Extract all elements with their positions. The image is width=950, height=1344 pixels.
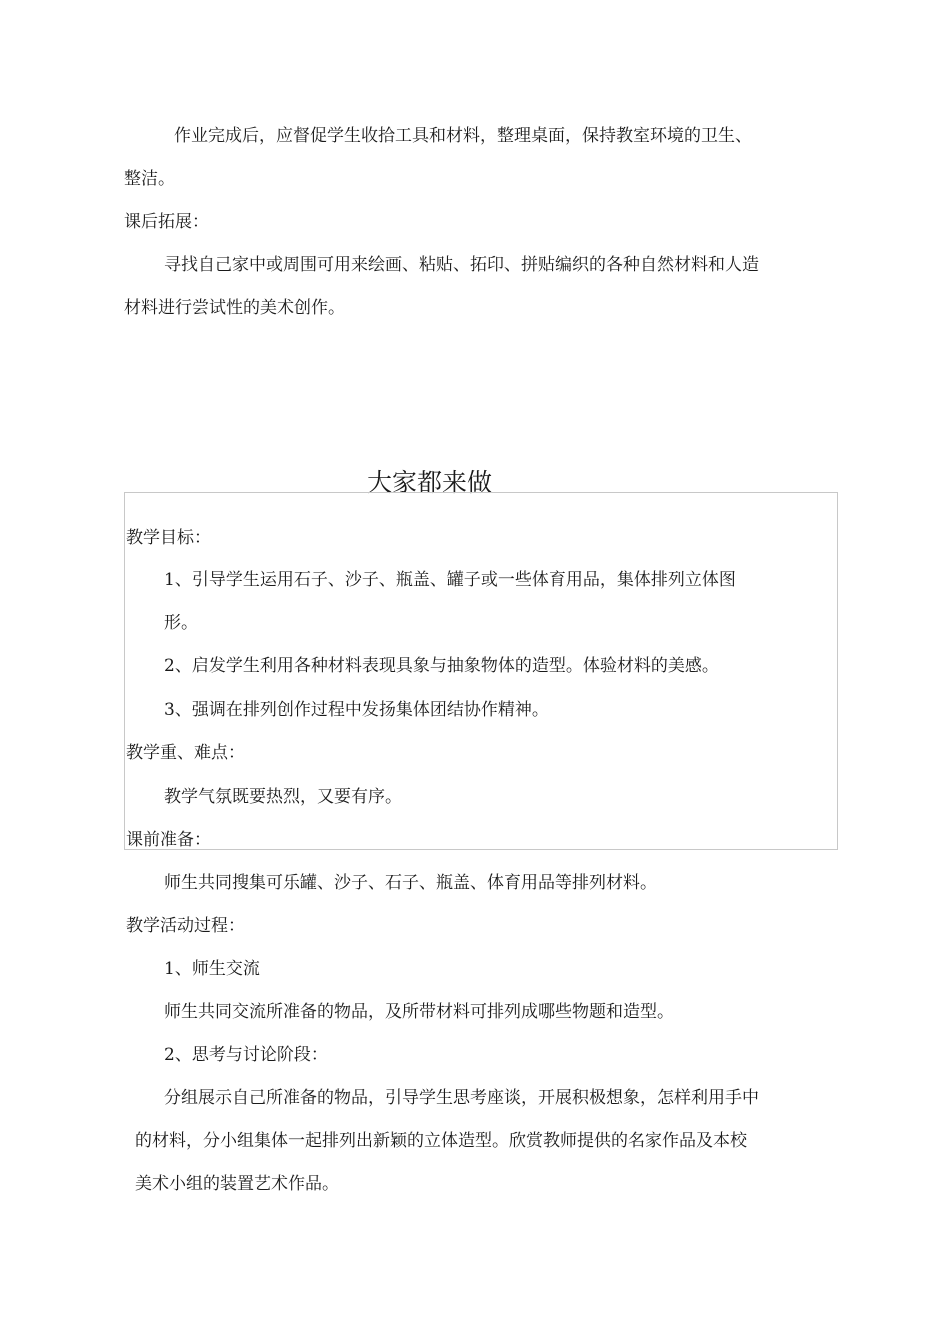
paragraph-text: 整洁。 [124,169,175,189]
list-item: 1、引导学生运用石子、沙子、瓶盖、罐子或一些体育用品，集体排列立体图 [164,570,736,590]
list-item: 2、思考与讨论阶段： [164,1045,328,1065]
section-heading: 教学目标： [126,528,211,548]
list-item: 3、强调在排列创作过程中发扬集体团结协作精神。 [164,700,549,720]
section-heading: 课后拓展： [124,212,209,232]
paragraph-text: 的材料，分小组集体一起排列出新颖的立体造型。欣赏教师提供的名家作品及本校 [135,1131,747,1151]
page-title: 大家都来做 [367,468,493,497]
paragraph-text: 寻找自己家中或周围可用来绘画、粘贴、拓印、拼贴编织的各种自然材料和人造 [164,255,759,275]
section-heading: 教学活动过程： [126,916,245,936]
paragraph-text: 师生共同交流所准备的物品，及所带材料可排列成哪些物题和造型。 [164,1002,674,1022]
paragraph-text: 师生共同搜集可乐罐、沙子、石子、瓶盖、体育用品等排列材料。 [164,873,657,893]
section-heading: 课前准备： [126,830,211,850]
paragraph-text: 材料进行尝试性的美术创作。 [124,298,345,318]
list-item: 2、启发学生利用各种材料表现具象与抽象物体的造型。体验材料的美感。 [164,656,719,676]
paragraph-text: 作业完成后，应督促学生收拾工具和材料，整理桌面，保持教室环境的卫生、 [174,126,752,146]
section-heading: 教学重、难点： [126,743,245,763]
paragraph-text: 美术小组的装置艺术作品。 [135,1174,339,1194]
paragraph-text: 教学气氛既要热烈，又要有序。 [164,787,402,807]
paragraph-text: 分组展示自己所准备的物品，引导学生思考座谈，开展积极想象，怎样利用手中 [164,1088,759,1108]
list-item: 形。 [164,613,198,633]
list-item: 1、师生交流 [164,959,260,979]
